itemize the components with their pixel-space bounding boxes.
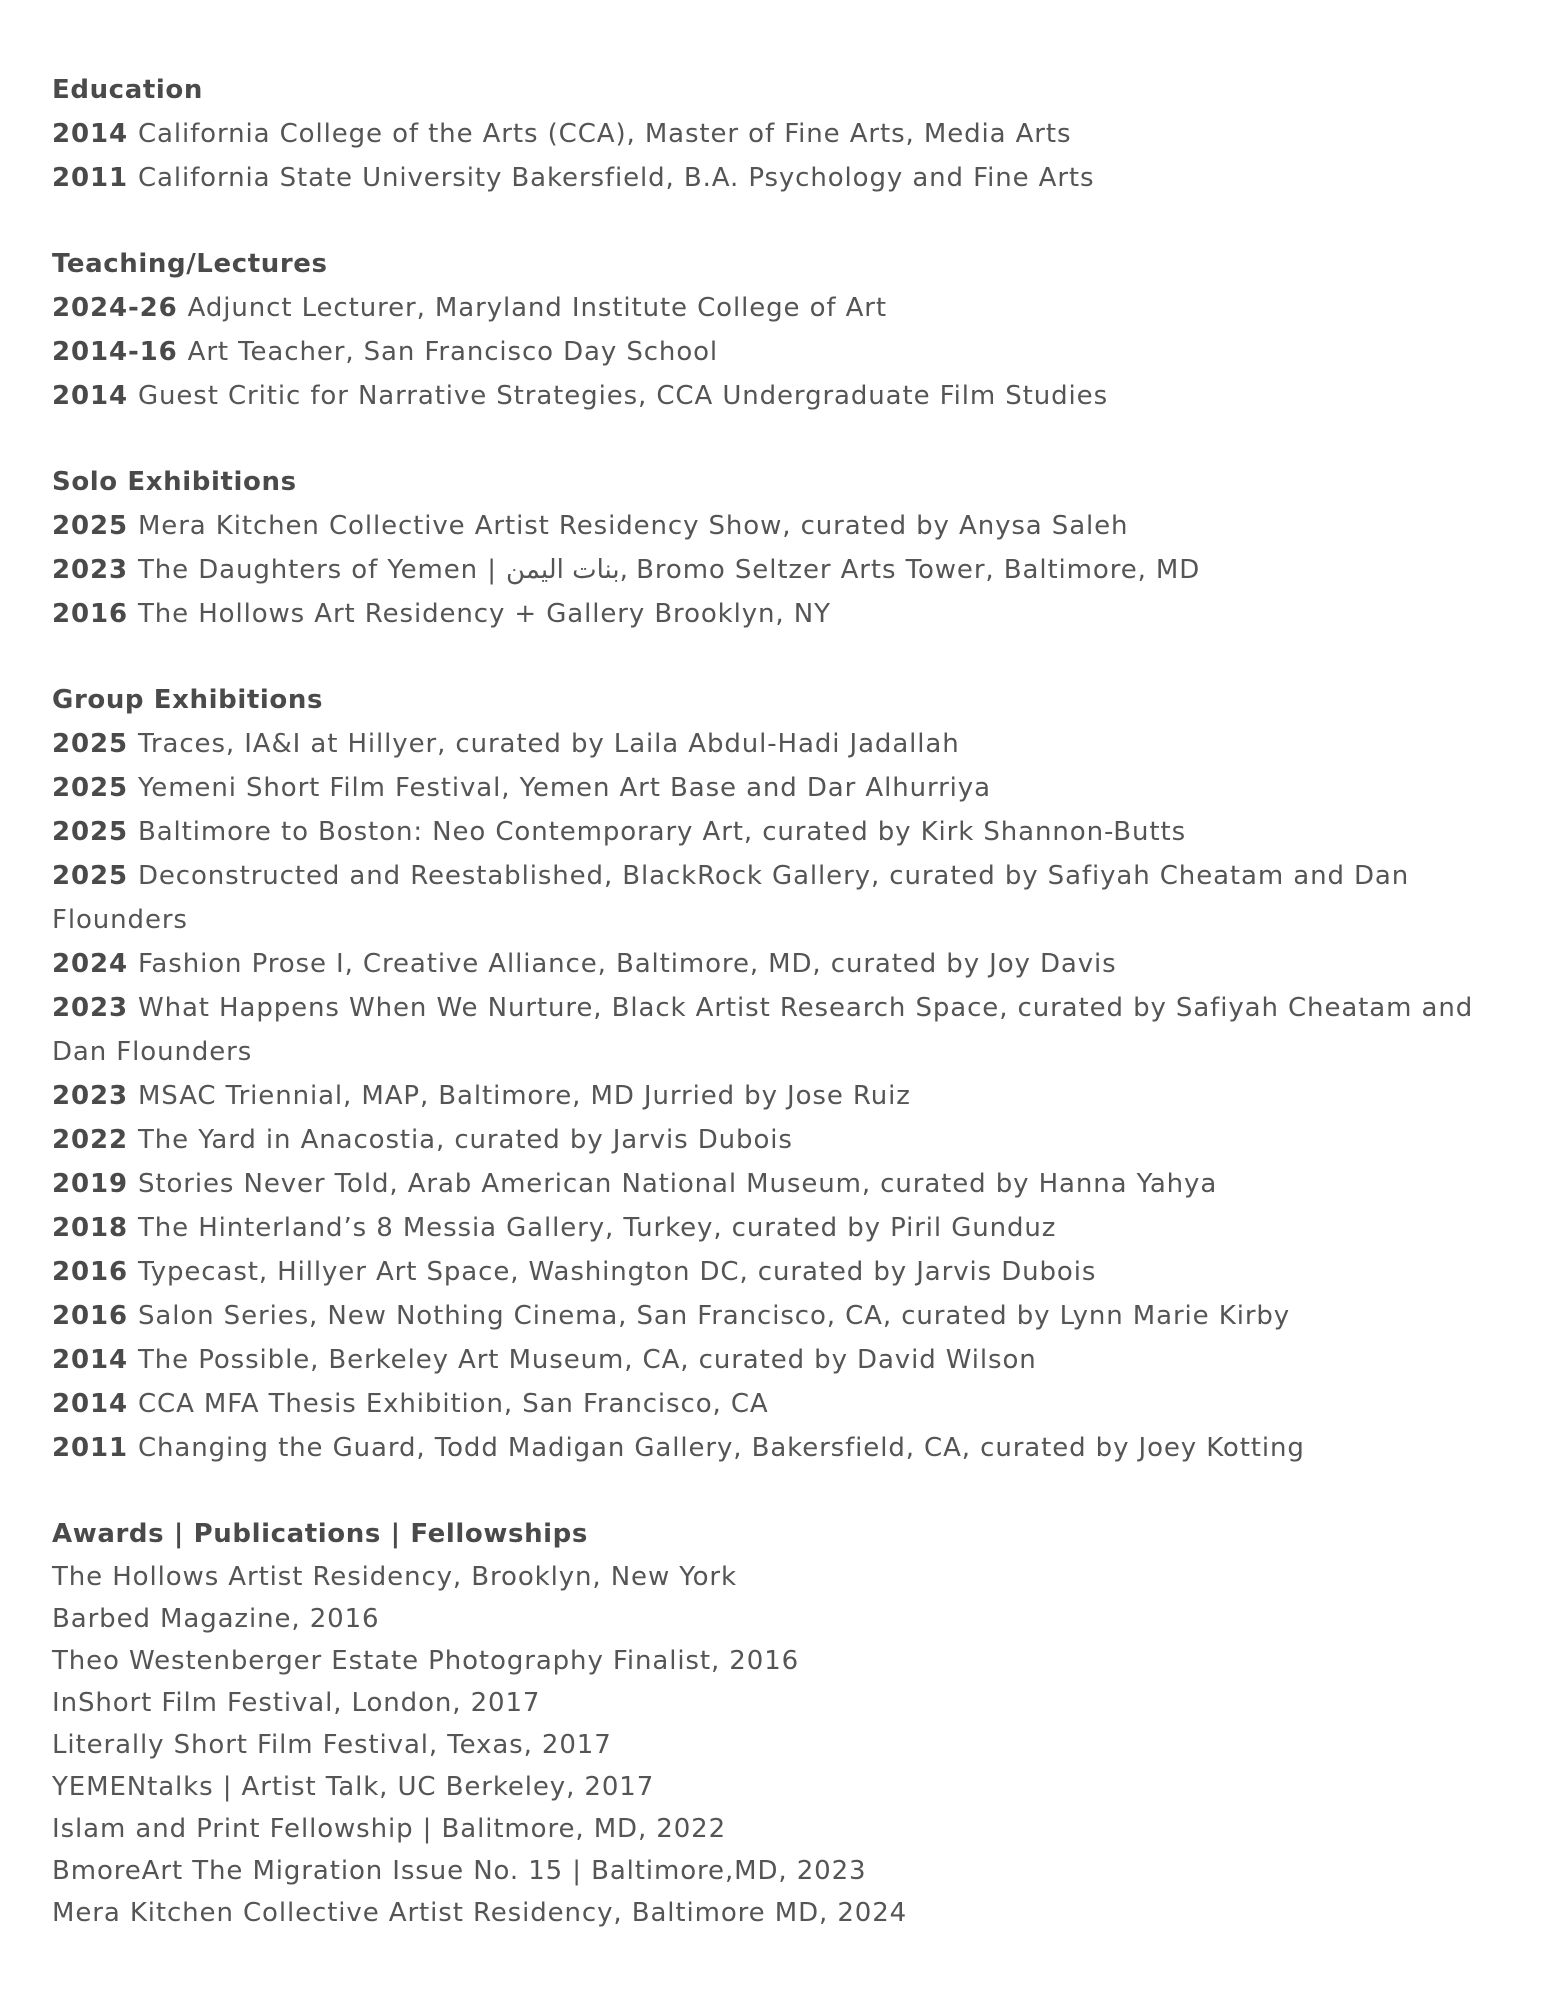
entry-text: Adjunct Lecturer, Maryland Institute College of Art	[187, 293, 887, 323]
entry-year: 2019	[52, 1169, 128, 1199]
entry-text: CCA MFA Thesis Exhibition, San Francisco, CA	[137, 1389, 769, 1419]
entry-text: Stories Never Told, Arab American National Museum, curated by Hanna Yahya	[137, 1169, 1218, 1199]
entry-text: Yemeni Short Film Festival, Yemen Art Base and Dar Alhurriya	[137, 773, 991, 803]
cv-entry	[52, 286, 1492, 330]
entry-text: The Hollows Art Residency + Gallery Brooklyn, NY	[137, 599, 831, 629]
cv-entry	[52, 810, 1492, 854]
entry-text: Traces, IA&I at Hillyer, curated by Laila Abdul-Hadi Jadallah	[137, 729, 960, 759]
entry-year: 2025	[52, 729, 128, 759]
entry-year: 2018	[52, 1213, 128, 1243]
entry-text: Mera Kitchen Collective Artist Residency Show, curated by Anysa Saleh	[137, 511, 1129, 541]
cv-entry	[52, 1250, 1492, 1294]
entry-year: 2023	[52, 555, 128, 585]
section-title-group: Group Exhibitions	[52, 685, 324, 715]
entry-year: 2014	[52, 1389, 128, 1419]
entry-text: Changing the Guard, Todd Madigan Gallery, Bakersfield, CA, curated by Joey Kotting	[137, 1433, 1305, 1463]
entry-year: 2022	[52, 1125, 128, 1155]
entry-text: Typecast, Hillyer Art Space, Washington DC, curated by Jarvis Dubois	[137, 1257, 1097, 1287]
section-title-education: Education	[52, 75, 203, 105]
cv-entry	[52, 1382, 1492, 1426]
cv-entry	[52, 1426, 1492, 1470]
cv-entry	[52, 942, 1492, 986]
cv-document	[52, 68, 1492, 1976]
cv-entry	[52, 548, 1492, 592]
entry-text: Art Teacher, San Francisco Day School	[187, 337, 719, 367]
award-item: Barbed Magazine, 2016	[52, 1604, 380, 1634]
entry-text: Guest Critic for Narrative Strategies, CCA Undergraduate Film Studies	[137, 381, 1109, 411]
section-title-solo: Solo Exhibitions	[52, 467, 297, 497]
entry-year: 2016	[52, 1301, 128, 1331]
cv-entry	[52, 1074, 1492, 1118]
cv-entry	[52, 156, 1492, 200]
entry-year: 2014	[52, 1345, 128, 1375]
education-section	[52, 68, 1492, 200]
entry-year: 2023	[52, 1081, 128, 1111]
entry-year: 2016	[52, 599, 128, 629]
entry-text: Deconstructed and Reestablished, BlackRock Gallery, curated by Safiyah Cheatam and Dan Flounders	[52, 861, 1410, 935]
teaching-section	[52, 242, 1492, 418]
cv-entry	[52, 1338, 1492, 1382]
cv-entry	[52, 854, 1492, 942]
entry-year: 2014	[52, 381, 128, 411]
cv-entry	[52, 1162, 1492, 1206]
cv-entry	[52, 986, 1492, 1074]
entry-year: 2024-26	[52, 293, 178, 323]
entry-year: 2025	[52, 861, 128, 891]
cv-entry	[52, 592, 1492, 636]
award-item: YEMENtalks | Artist Talk, UC Berkeley, 2017	[52, 1772, 655, 1802]
entry-year: 2011	[52, 1433, 128, 1463]
award-item: InShort Film Festival, London, 2017	[52, 1688, 541, 1718]
entry-text: The Yard in Anacostia, curated by Jarvis Dubois	[137, 1125, 793, 1155]
entry-year: 2014-16	[52, 337, 178, 367]
entry-text: Baltimore to Boston: Neo Contemporary Art, curated by Kirk Shannon-Butts	[137, 817, 1187, 847]
entry-text: Salon Series, New Nothing Cinema, San Francisco, CA, curated by Lynn Marie Kirby	[137, 1301, 1291, 1331]
entry-text: Fashion Prose I, Creative Alliance, Baltimore, MD, curated by Joy Davis	[137, 949, 1117, 979]
entry-text: California College of the Arts (CCA), Master of Fine Arts, Media Arts	[137, 119, 1072, 149]
entry-year: 2016	[52, 1257, 128, 1287]
cv-entry	[52, 1206, 1492, 1250]
entry-text: The Possible, Berkeley Art Museum, CA, curated by David Wilson	[137, 1345, 1037, 1375]
award-item: The Hollows Artist Residency, Brooklyn, New York	[52, 1562, 737, 1592]
cv-entry	[52, 722, 1492, 766]
entry-year: 2014	[52, 119, 128, 149]
award-item: Mera Kitchen Collective Artist Residency, Baltimore MD, 2024	[52, 1898, 908, 1928]
entry-text: What Happens When We Nurture, Black Artist Research Space, curated by Safiyah Cheatam and Dan Flounders	[52, 993, 1474, 1067]
solo-exhibitions-section	[52, 460, 1492, 636]
entry-text: MSAC Triennial, MAP, Baltimore, MD Jurried by Jose Ruiz	[137, 1081, 911, 1111]
cv-entry	[52, 330, 1492, 374]
award-item: BmoreArt The Migration Issue No. 15 | Baltimore,MD, 2023	[52, 1856, 867, 1886]
entry-year: 2025	[52, 511, 128, 541]
cv-entry	[52, 1294, 1492, 1338]
award-item: Literally Short Film Festival, Texas, 2017	[52, 1730, 612, 1760]
cv-entry	[52, 766, 1492, 810]
section-title-awards: Awards | Publications | Fellowships	[52, 1519, 588, 1549]
entry-year: 2025	[52, 773, 128, 803]
section-title-teaching: Teaching/Lectures	[52, 249, 328, 279]
cv-entry	[52, 504, 1492, 548]
entry-text: California State University Bakersfield, B.A. Psychology and Fine Arts	[137, 163, 1095, 193]
entry-year: 2023	[52, 993, 128, 1023]
cv-entry	[52, 1118, 1492, 1162]
awards-section	[52, 1512, 1492, 1934]
cv-entry	[52, 112, 1492, 156]
cv-entry	[52, 374, 1492, 418]
entry-text: The Hinterland’s 8 Messia Gallery, Turkey, curated by Piril Gunduz	[137, 1213, 1057, 1243]
entry-year: 2011	[52, 163, 128, 193]
entry-year: 2025	[52, 817, 128, 847]
group-exhibitions-section	[52, 678, 1492, 1470]
award-item: Islam and Print Fellowship | Balitmore, MD, 2022	[52, 1814, 727, 1844]
entry-year: 2024	[52, 949, 128, 979]
award-item: Theo Westenberger Estate Photography Finalist, 2016	[52, 1646, 800, 1676]
entry-text: The Daughters of Yemen | بنات اليمن, Bromo Seltzer Arts Tower, Baltimore, MD	[137, 555, 1201, 585]
